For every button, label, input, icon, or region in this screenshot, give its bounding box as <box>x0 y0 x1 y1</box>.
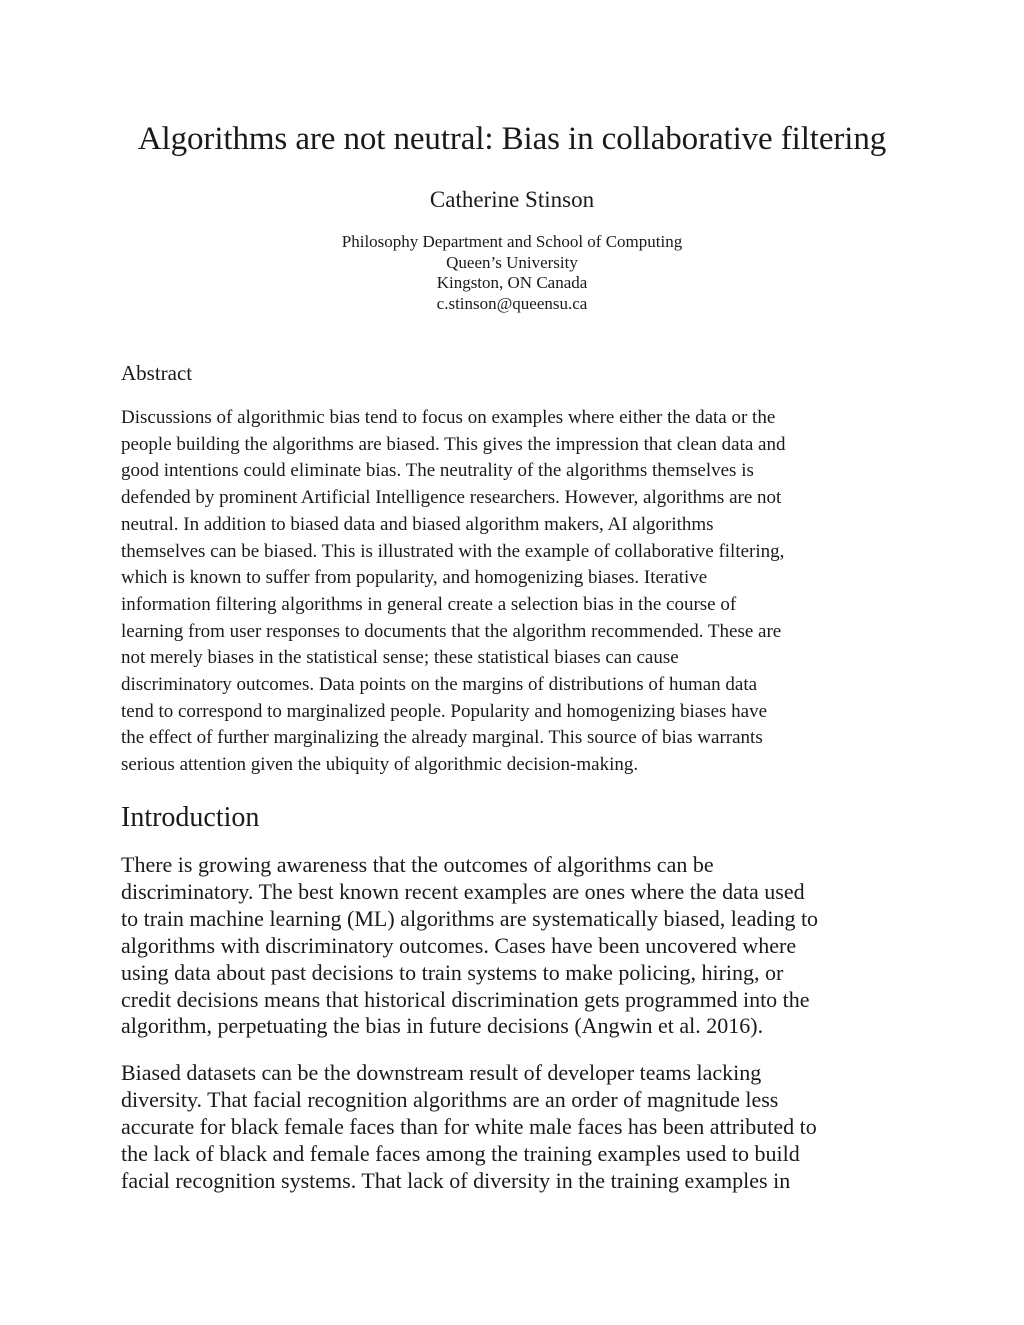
affiliation-department: Philosophy Department and School of Computing <box>341 232 683 251</box>
paragraph-line: using data about past decisions to train systems to make policing, hiring, or <box>121 959 784 985</box>
paragraph-line: algorithms with discriminatory outcomes. Cases have been uncovered where <box>121 932 797 958</box>
introduction-heading: Introduction <box>121 802 260 833</box>
abstract-line: discriminatory outcomes. Data points on the margins of distributions of human data <box>121 674 758 696</box>
author-name: Catherine Stinson <box>429 187 595 212</box>
abstract-line: tend to correspond to marginalized people. Popularity and homogenizing biases have <box>121 700 768 722</box>
abstract-line: the effect of further marginalizing the already marginal. This source of bias warrants <box>121 727 763 749</box>
paragraph-line: credit decisions means that historical discrimination gets programmed into the <box>121 986 810 1012</box>
introduction-paragraph-2 <box>121 1060 903 1195</box>
abstract-line: people building the algorithms are biased. This gives the impression that clean data and <box>121 433 786 455</box>
paragraph-line: facial recognition systems. That lack of diversity in the training examples in <box>121 1167 791 1193</box>
paper-title: Algorithms are not neutral: Bias in collaborative filtering <box>137 121 887 157</box>
affiliation-location: Kingston, ON Canada <box>436 273 588 292</box>
abstract-line: learning from user responses to documents that the algorithm recommended. These are <box>121 620 782 642</box>
abstract-line: not merely biases in the statistical sense; these statistical biases can cause <box>121 647 679 669</box>
paragraph-line: discriminatory. The best known recent examples are ones where the data used <box>121 878 805 904</box>
affiliation-email: c.stinson@queensu.ca <box>436 293 588 313</box>
abstract-line: good intentions could eliminate bias. The neutrality of the algorithms themselves is <box>121 460 754 482</box>
paragraph-line: Biased datasets can be the downstream result of developer teams lacking <box>121 1060 762 1085</box>
abstract-line: which is known to suffer from popularity, and homogenizing biases. Iterative <box>121 567 708 589</box>
paragraph-line: algorithm, perpetuating the bias in future decisions (Angwin et al. 2016). <box>121 1013 764 1039</box>
paragraph-line: accurate for black female faces than for white male faces has been attributed to <box>121 1113 817 1139</box>
paragraph-line: diversity. That facial recognition algorithms are an order of magnitude less <box>121 1086 779 1112</box>
affiliation-university: Queen’s University <box>446 252 578 272</box>
abstract-line: serious attention given the ubiquity of algorithmic decision-making. <box>121 754 639 776</box>
paragraph-line: the lack of black and female faces among the training examples used to build <box>121 1140 800 1166</box>
abstract-line: themselves can be biased. This is illustrated with the example of collaborative filtering, <box>121 540 785 562</box>
abstract-paragraph <box>121 405 903 779</box>
abstract-line: defended by prominent Artificial Intelligence researchers. However, algorithms are not <box>121 487 782 509</box>
abstract-line: Discussions of algorithmic bias tend to focus on examples where either the data or the <box>121 407 776 428</box>
paragraph-line: to train machine learning (ML) algorithms are systematically biased, leading to <box>121 905 819 931</box>
abstract-line: information filtering algorithms in general create a selection bias in the course of <box>121 593 737 615</box>
abstract-line: neutral. In addition to biased data and biased algorithm makers, AI algorithms <box>121 513 714 535</box>
abstract-heading: Abstract <box>121 361 193 385</box>
paragraph-line: There is growing awareness that the outcomes of algorithms can be <box>121 852 714 877</box>
author-affiliation <box>121 232 903 314</box>
introduction-paragraph-1 <box>121 852 903 1040</box>
